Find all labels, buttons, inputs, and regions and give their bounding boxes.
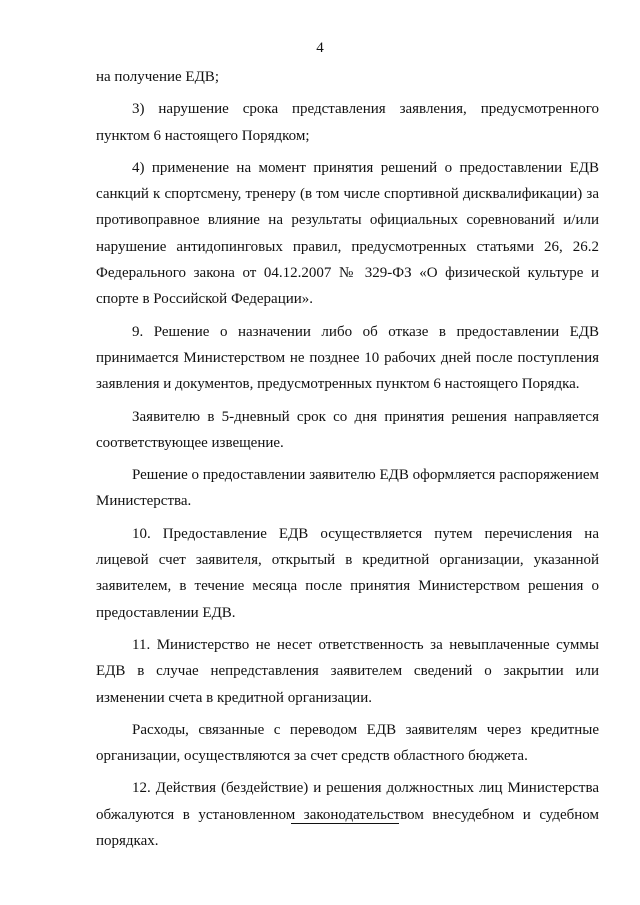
end-of-document-rule — [291, 823, 399, 824]
paragraph-clause-9: 9. Решение о назначении либо об отказе в предоставлении ЕДВ принимается Министерством не позднее 10 рабочих дней после поступления заявления и документов, предусмотренных пунктом 6 настоящего Порядка. — [96, 323, 599, 393]
paragraph-continuation: на получение ЕДВ; — [96, 69, 219, 85]
paragraph-expenses: Расходы, связанные с переводом ЕДВ заявителям через кредитные организации, осуществляются за счет средств областного бюджета. — [96, 721, 599, 765]
paragraph-clause-12: 12. Действия (бездействие) и решения должностных лиц Министерства обжалуются в установленном законодательством внесудебном и судебном порядках. — [96, 780, 599, 850]
paragraph-clause-11: 11. Министерство не несет ответственность за невыплаченные суммы ЕДВ в случае непредставления заявителем сведений о закрытии или изменении счета в кредитной организации. — [96, 636, 599, 706]
paragraph-item-3: 3) нарушение срока представления заявления, предусмотренного пунктом 6 настоящего Порядком; — [96, 101, 599, 144]
document-body — [96, 64, 599, 854]
paragraph-item-4: 4) применение на момент принятия решений о предоставлении ЕДВ санкций к спортсмену, тренеру (в том числе спортивной дисквалификации) за противоправное влияние на результаты официальных соревнований и/или нарушение антидопинговых правил, предусмотренных статьями 26, 26.2 Федерального закона от 04.12.2007 № 329-ФЗ «О физической культуре и спорте в Российской Федерации». — [96, 159, 599, 308]
paragraph-clause-10: 10. Предоставление ЕДВ осуществляется путем перечисления на лицевой счет заявителя, открытый в кредитной организации, указанной заявителем, в течение месяца после принятия Министерством решения о предоставлении ЕДВ. — [96, 525, 599, 621]
paragraph-decision: Решение о предоставлении заявителю ЕДВ оформляется распоряжением Министерства. — [96, 467, 599, 510]
page-number: 4 — [316, 40, 324, 56]
paragraph-notice: Заявителю в 5-дневный срок со дня принятия решения направляется соответствующее извещение. — [96, 408, 599, 451]
